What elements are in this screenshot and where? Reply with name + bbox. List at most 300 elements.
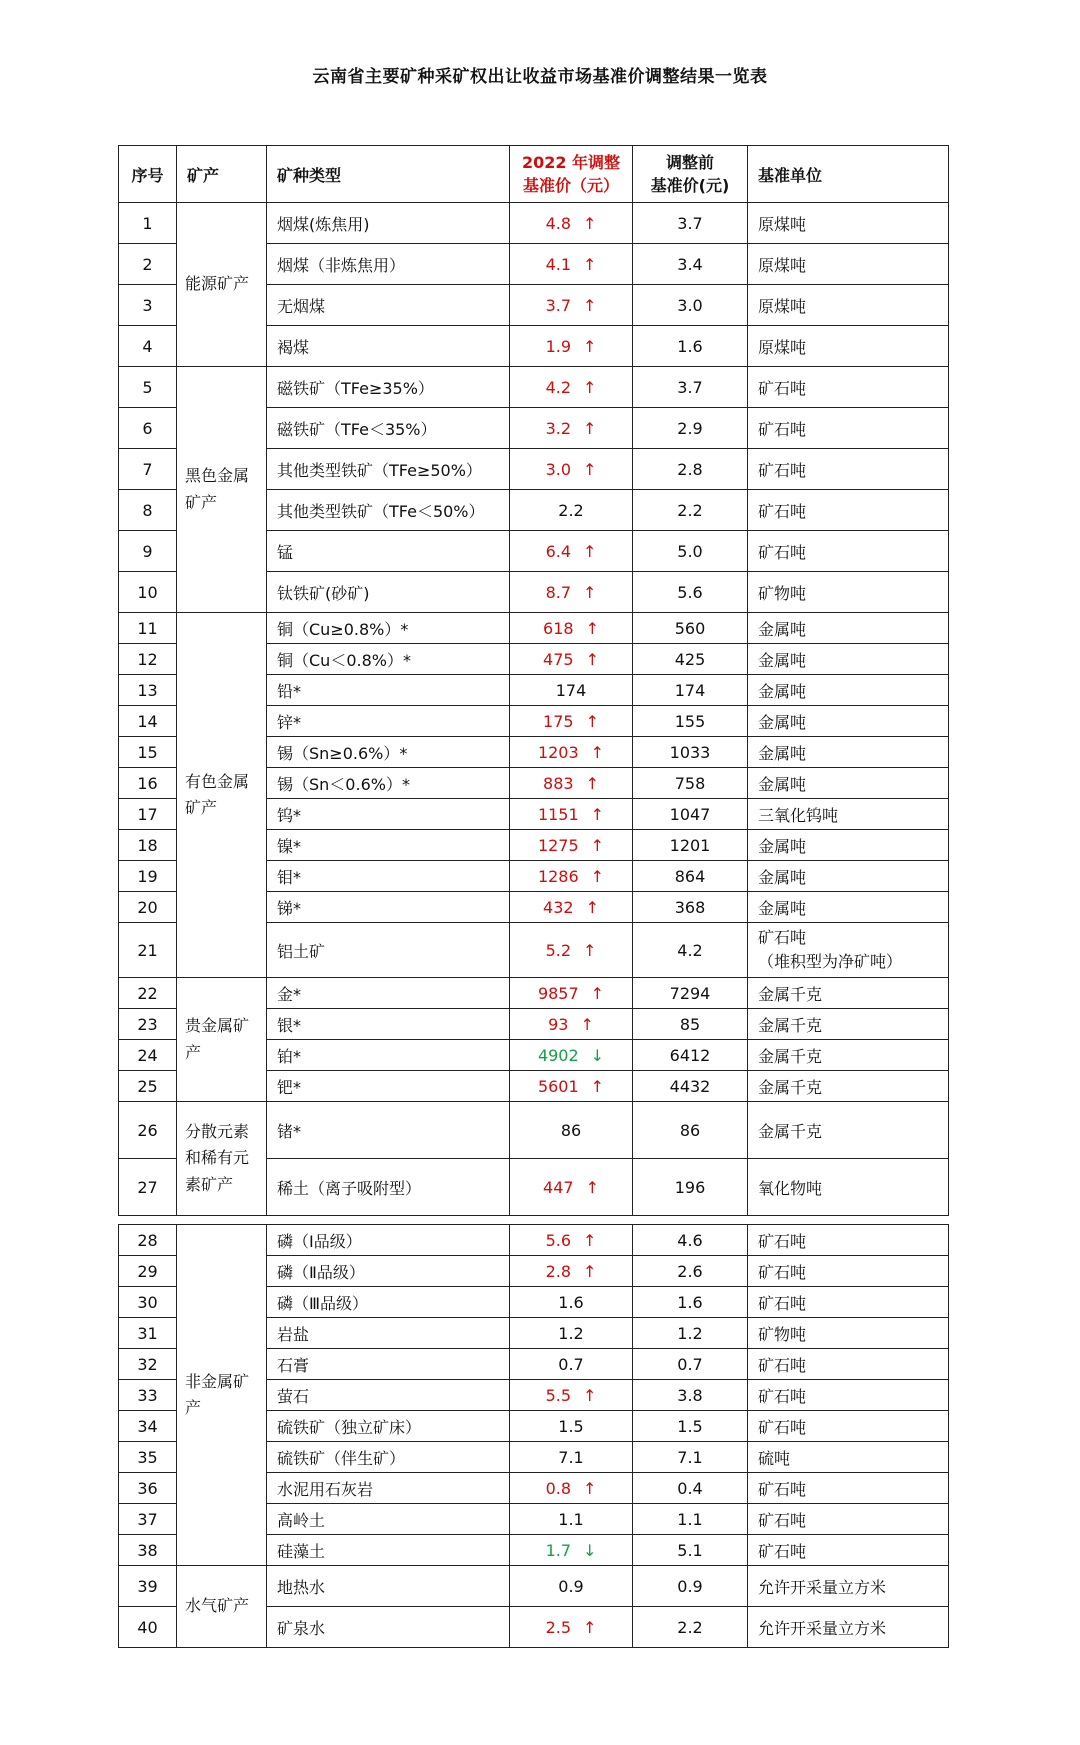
- unit-line1: 金属千克: [758, 1046, 823, 1066]
- unit-line1: 矿石吨: [758, 1293, 807, 1313]
- cell-unit: [748, 1442, 949, 1473]
- new-price-value: 5.5: [545, 1385, 572, 1405]
- new-price-value: 6.4: [545, 541, 572, 561]
- cell-new-price: [510, 1473, 633, 1504]
- cell-new-price: [510, 1256, 633, 1287]
- cell-category-precious: 贵金属矿产: [177, 978, 267, 1102]
- cell-old-price: 7.1: [633, 1442, 748, 1473]
- cell-type: 磷（Ⅲ品级）: [267, 1287, 510, 1318]
- table-row: [119, 613, 949, 644]
- arrow-up-icon: ↑: [585, 711, 599, 731]
- new-price-value: 883: [543, 773, 574, 793]
- unit-line1: 矿石吨: [758, 1355, 807, 1375]
- cell-category-rare: 分散元素和稀有元素矿产: [177, 1102, 267, 1216]
- cell-old-price: 86: [633, 1102, 748, 1159]
- cell-no: 7: [119, 449, 177, 490]
- arrow-up-icon: ↑: [590, 742, 605, 762]
- cell-type: 萤石: [267, 1380, 510, 1411]
- header-unit: 基准单位: [748, 146, 949, 203]
- cell-type: 矿泉水: [267, 1607, 510, 1648]
- unit-line1: 矿物吨: [758, 1324, 807, 1344]
- arrow-up-icon: ↑: [585, 618, 599, 638]
- unit-line1: 金属吨: [758, 898, 807, 918]
- table-row: [119, 978, 949, 1009]
- unit-line1: 金属吨: [758, 867, 807, 887]
- cell-unit: [748, 367, 949, 408]
- new-price-value: 1203: [537, 742, 579, 762]
- cell-new-price: [510, 490, 633, 531]
- new-price-value: 1.5: [558, 1416, 584, 1436]
- cell-new-price: [510, 1159, 633, 1216]
- new-price-value: 1.9: [545, 336, 572, 356]
- cell-new-price: [510, 644, 633, 675]
- cell-new-price: [510, 978, 633, 1009]
- price-table: [118, 145, 949, 1648]
- cell-old-price: 3.0: [633, 285, 748, 326]
- unit-line1: 矿石吨: [758, 1541, 807, 1561]
- arrow-up-icon: ↑: [583, 940, 597, 960]
- arrow-up-icon: ↑: [583, 295, 597, 315]
- arrow-up-icon: ↑: [583, 336, 597, 356]
- cell-type: 锑*: [267, 892, 510, 923]
- cell-new-price: [510, 1607, 633, 1648]
- cell-new-price: [510, 326, 633, 367]
- unit-line1: 金属吨: [758, 774, 807, 794]
- cell-type: 烟煤（非炼焦用）: [267, 244, 510, 285]
- cell-unit: [748, 892, 949, 923]
- cell-old-price: 1.2: [633, 1318, 748, 1349]
- cell-unit: [748, 449, 949, 490]
- cell-new-price: [510, 799, 633, 830]
- cell-new-price: [510, 1071, 633, 1102]
- new-price-value: 0.8: [545, 1478, 572, 1498]
- cell-old-price: 1.6: [633, 1287, 748, 1318]
- cell-type: 磷（Ⅰ品级）: [267, 1225, 510, 1256]
- cell-unit: [748, 613, 949, 644]
- cell-no: 33: [119, 1380, 177, 1411]
- cell-new-price: [510, 768, 633, 799]
- cell-new-price: [510, 613, 633, 644]
- cell-unit: [748, 1102, 949, 1159]
- table-header-row: [119, 146, 949, 203]
- new-price-value: 1.2: [558, 1323, 584, 1343]
- cell-unit: [748, 572, 949, 613]
- cell-no: 9: [119, 531, 177, 572]
- cell-new-price: [510, 408, 633, 449]
- unit-line1: 矿石吨: [758, 542, 807, 562]
- cell-no: 38: [119, 1535, 177, 1566]
- cell-type: 高岭土: [267, 1504, 510, 1535]
- cell-new-price: [510, 706, 633, 737]
- cell-old-price: 5.1: [633, 1535, 748, 1566]
- unit-line1: 矿石吨: [758, 378, 807, 398]
- table-body: [119, 203, 949, 1648]
- cell-no: 19: [119, 861, 177, 892]
- cell-unit: [748, 244, 949, 285]
- cell-unit: [748, 285, 949, 326]
- cell-type: 硫铁矿（伴生矿）: [267, 1442, 510, 1473]
- cell-old-price: 174: [633, 675, 748, 706]
- cell-old-price: 1.1: [633, 1504, 748, 1535]
- new-price-value: 1286: [537, 866, 579, 886]
- cell-unit: [748, 1159, 949, 1216]
- cell-old-price: 0.4: [633, 1473, 748, 1504]
- cell-type: 铂*: [267, 1040, 510, 1071]
- cell-unit: [748, 799, 949, 830]
- cell-no: 29: [119, 1256, 177, 1287]
- cell-old-price: 425: [633, 644, 748, 675]
- new-price-value: 1.1: [558, 1509, 584, 1529]
- cell-old-price: 6412: [633, 1040, 748, 1071]
- new-price-value: 8.7: [545, 582, 572, 602]
- arrow-up-icon: ↑: [583, 418, 597, 438]
- new-price-value: 0.7: [558, 1354, 584, 1374]
- cell-old-price: 1047: [633, 799, 748, 830]
- cell-new-price: [510, 531, 633, 572]
- new-price-value: 1.6: [558, 1292, 584, 1312]
- unit-line1: 矿石吨: [758, 928, 807, 947]
- cell-no: 6: [119, 408, 177, 449]
- new-price-value: 7.1: [558, 1447, 584, 1467]
- table-row: [119, 203, 949, 244]
- cell-type: 锡（Sn≥0.6%）*: [267, 737, 510, 768]
- unit-line1: 矿物吨: [758, 583, 807, 603]
- unit-line1: 矿石吨: [758, 1510, 807, 1530]
- cell-type: 铝土矿: [267, 923, 510, 978]
- cell-type: 铜（Cu＜0.8%）*: [267, 644, 510, 675]
- cell-old-price: 1201: [633, 830, 748, 861]
- cell-unit: [748, 408, 949, 449]
- cell-old-price: 864: [633, 861, 748, 892]
- cell-old-price: 560: [633, 613, 748, 644]
- cell-new-price: [510, 1442, 633, 1473]
- header-old-price-line2: 基准价(元): [650, 176, 730, 195]
- cell-old-price: 3.7: [633, 203, 748, 244]
- new-price-value: 5601: [537, 1076, 579, 1096]
- cell-new-price: [510, 1287, 633, 1318]
- new-price-value: 175: [543, 711, 574, 731]
- cell-no: 12: [119, 644, 177, 675]
- new-price-value: 3.2: [545, 418, 572, 438]
- arrow-down-icon: ↓: [583, 1540, 597, 1560]
- cell-unit: [748, 1607, 949, 1648]
- cell-new-price: [510, 572, 633, 613]
- new-price-value: 2.5: [545, 1617, 572, 1637]
- arrow-up-icon: ↑: [583, 1478, 597, 1498]
- table-row: [119, 367, 949, 408]
- cell-new-price: [510, 1349, 633, 1380]
- arrow-up-icon: ↑: [590, 835, 605, 855]
- arrow-up-icon: ↑: [583, 1261, 597, 1281]
- arrow-up-icon: ↑: [585, 897, 599, 917]
- unit-line1: 原煤吨: [758, 255, 807, 275]
- cell-unit: [748, 1535, 949, 1566]
- unit-line1: 氧化物吨: [758, 1178, 823, 1198]
- cell-no: 8: [119, 490, 177, 531]
- unit-line1: 矿石吨: [758, 1417, 807, 1437]
- cell-type: 磁铁矿（TFe≥35%）: [267, 367, 510, 408]
- cell-new-price: [510, 203, 633, 244]
- arrow-up-icon: ↑: [590, 1076, 605, 1096]
- new-price-value: 475: [543, 649, 574, 669]
- cell-new-price: [510, 1535, 633, 1566]
- cell-type: 铜（Cu≥0.8%）*: [267, 613, 510, 644]
- arrow-up-icon: ↑: [580, 1014, 594, 1034]
- cell-old-price: 1.6: [633, 326, 748, 367]
- cell-type: 其他类型铁矿（TFe≥50%）: [267, 449, 510, 490]
- cell-no: 26: [119, 1102, 177, 1159]
- new-price-value: 618: [543, 618, 574, 638]
- cell-old-price: 2.6: [633, 1256, 748, 1287]
- cell-type: 钼*: [267, 861, 510, 892]
- cell-no: 3: [119, 285, 177, 326]
- unit-line1: 金属吨: [758, 836, 807, 856]
- cell-type: 银*: [267, 1009, 510, 1040]
- cell-unit: [748, 923, 949, 978]
- cell-no: 28: [119, 1225, 177, 1256]
- cell-no: 1: [119, 203, 177, 244]
- cell-new-price: [510, 1504, 633, 1535]
- table-row: [119, 1225, 949, 1256]
- cell-unit: [748, 1040, 949, 1071]
- cell-new-price: [510, 285, 633, 326]
- unit-line1: 允许开采量立方米: [758, 1618, 887, 1638]
- cell-unit: [748, 675, 949, 706]
- cell-unit: [748, 490, 949, 531]
- cell-new-price: [510, 1380, 633, 1411]
- cell-type: 石膏: [267, 1349, 510, 1380]
- cell-new-price: [510, 892, 633, 923]
- page-title: 云南省主要矿种采矿权出让收益市场基准价调整结果一览表: [312, 67, 768, 87]
- cell-no: 39: [119, 1566, 177, 1607]
- cell-unit: [748, 1071, 949, 1102]
- unit-line1: 硫吨: [758, 1448, 791, 1468]
- unit-line1: 金属吨: [758, 712, 807, 732]
- arrow-down-icon: ↓: [590, 1045, 605, 1065]
- cell-unit: [748, 737, 949, 768]
- cell-type: 金*: [267, 978, 510, 1009]
- unit-line1: 三氧化钨吨: [758, 805, 839, 825]
- cell-type: 锗*: [267, 1102, 510, 1159]
- cell-category-water: 水气矿产: [177, 1566, 267, 1648]
- cell-no: 36: [119, 1473, 177, 1504]
- table-gap-cell: [119, 1216, 949, 1225]
- cell-new-price: [510, 923, 633, 978]
- cell-type: 钨*: [267, 799, 510, 830]
- cell-unit: [748, 1380, 949, 1411]
- cell-new-price: [510, 1318, 633, 1349]
- cell-new-price: [510, 1009, 633, 1040]
- cell-no: 37: [119, 1504, 177, 1535]
- arrow-up-icon: ↑: [583, 541, 597, 561]
- arrow-up-icon: ↑: [590, 804, 605, 824]
- arrow-up-icon: ↑: [583, 582, 597, 602]
- cell-no: 22: [119, 978, 177, 1009]
- unit-line1: 金属千克: [758, 1121, 823, 1141]
- header-new-price-line2: 基准价（元）: [522, 176, 619, 195]
- cell-old-price: 5.6: [633, 572, 748, 613]
- cell-category-nonferrous: 有色金属矿产: [177, 613, 267, 978]
- cell-unit: [748, 203, 949, 244]
- cell-old-price: 155: [633, 706, 748, 737]
- unit-line1: 原煤吨: [758, 296, 807, 316]
- cell-no: 16: [119, 768, 177, 799]
- new-price-value: 1.7: [545, 1540, 572, 1560]
- unit-line1: 金属吨: [758, 650, 807, 670]
- cell-new-price: [510, 675, 633, 706]
- cell-no: 31: [119, 1318, 177, 1349]
- arrow-up-icon: ↑: [585, 773, 599, 793]
- new-price-value: 4.1: [545, 254, 572, 274]
- cell-type: 磁铁矿（TFe＜35%）: [267, 408, 510, 449]
- new-price-value: 432: [543, 897, 574, 917]
- cell-old-price: 3.4: [633, 244, 748, 285]
- new-price-value: 2.2: [558, 500, 584, 520]
- cell-type: 钛铁矿(砂矿): [267, 572, 510, 613]
- cell-unit: [748, 326, 949, 367]
- cell-unit: [748, 861, 949, 892]
- cell-no: 2: [119, 244, 177, 285]
- cell-no: 13: [119, 675, 177, 706]
- cell-no: 25: [119, 1071, 177, 1102]
- cell-old-price: 2.2: [633, 490, 748, 531]
- cell-no: 27: [119, 1159, 177, 1216]
- unit-line1: 矿石吨: [758, 1262, 807, 1282]
- cell-new-price: [510, 861, 633, 892]
- cell-category-energy: 能源矿产: [177, 203, 267, 367]
- cell-new-price: [510, 244, 633, 285]
- new-price-value: 3.0: [545, 459, 572, 479]
- table-row: [119, 1102, 949, 1159]
- arrow-up-icon: ↑: [590, 983, 605, 1003]
- cell-no: 14: [119, 706, 177, 737]
- cell-type: 稀土（离子吸附型）: [267, 1159, 510, 1216]
- cell-unit: [748, 1411, 949, 1442]
- cell-no: 11: [119, 613, 177, 644]
- unit-line1: 矿石吨: [758, 501, 807, 521]
- table-gap-row: [119, 1216, 949, 1225]
- cell-type: 水泥用石灰岩: [267, 1473, 510, 1504]
- cell-old-price: 4.6: [633, 1225, 748, 1256]
- cell-no: 10: [119, 572, 177, 613]
- new-price-value: 1151: [537, 804, 579, 824]
- new-price-value: 9857: [537, 983, 579, 1003]
- new-price-value: 0.9: [558, 1576, 584, 1596]
- cell-unit: [748, 1287, 949, 1318]
- new-price-value: 1275: [537, 835, 579, 855]
- cell-old-price: 2.2: [633, 1607, 748, 1648]
- new-price-value: 86: [560, 1120, 582, 1140]
- cell-old-price: 3.7: [633, 367, 748, 408]
- new-price-value: 4902: [537, 1045, 579, 1065]
- arrow-up-icon: ↑: [583, 254, 597, 274]
- new-price-value: 5.2: [545, 940, 572, 960]
- cell-type: 无烟煤: [267, 285, 510, 326]
- cell-unit: [748, 706, 949, 737]
- cell-no: 18: [119, 830, 177, 861]
- cell-type: 锡（Sn＜0.6%）*: [267, 768, 510, 799]
- new-price-value: 447: [543, 1177, 574, 1197]
- unit-line1: 金属吨: [758, 743, 807, 763]
- new-price-value: 174: [555, 680, 587, 700]
- arrow-up-icon: ↑: [585, 1177, 599, 1197]
- arrow-up-icon: ↑: [583, 377, 597, 397]
- cell-unit: [748, 830, 949, 861]
- cell-unit: [748, 1318, 949, 1349]
- cell-no: 32: [119, 1349, 177, 1380]
- new-price-value: 3.7: [545, 295, 572, 315]
- cell-type: 褐煤: [267, 326, 510, 367]
- table-row: [119, 1566, 949, 1607]
- unit-line1: 金属千克: [758, 1015, 823, 1035]
- cell-new-price: [510, 737, 633, 768]
- cell-unit: [748, 1566, 949, 1607]
- cell-no: 23: [119, 1009, 177, 1040]
- header-no: 序号: [119, 146, 177, 203]
- cell-unit: [748, 768, 949, 799]
- unit-line1: 金属吨: [758, 619, 807, 639]
- cell-old-price: 85: [633, 1009, 748, 1040]
- cell-category-ferrous: 黑色金属矿产: [177, 367, 267, 613]
- header-old-price-line1: 调整前: [665, 152, 714, 172]
- cell-no: 4: [119, 326, 177, 367]
- header-mineral: 矿产: [177, 146, 267, 203]
- cell-type: 磷（Ⅱ品级）: [267, 1256, 510, 1287]
- unit-line1: 矿石吨: [758, 419, 807, 439]
- cell-no: 34: [119, 1411, 177, 1442]
- cell-old-price: 0.9: [633, 1566, 748, 1607]
- header-old-price: [633, 146, 748, 203]
- cell-no: 24: [119, 1040, 177, 1071]
- arrow-up-icon: ↑: [583, 459, 597, 479]
- unit-line1: 允许开采量立方米: [758, 1577, 887, 1597]
- cell-no: 15: [119, 737, 177, 768]
- arrow-up-icon: ↑: [583, 1385, 597, 1405]
- new-price-value: 4.8: [545, 213, 572, 233]
- arrow-up-icon: ↑: [583, 1617, 597, 1637]
- cell-type: 钯*: [267, 1071, 510, 1102]
- cell-type: 硅藻土: [267, 1535, 510, 1566]
- cell-new-price: [510, 1102, 633, 1159]
- unit-line1: 金属千克: [758, 1077, 823, 1097]
- cell-type: 硫铁矿（独立矿床）: [267, 1411, 510, 1442]
- cell-old-price: 0.7: [633, 1349, 748, 1380]
- unit-line1: 金属千克: [758, 984, 823, 1004]
- cell-unit: [748, 978, 949, 1009]
- cell-no: 17: [119, 799, 177, 830]
- unit-line1: 矿石吨: [758, 1479, 807, 1499]
- new-price-value: 93: [548, 1014, 569, 1034]
- unit-line1: 原煤吨: [758, 337, 807, 357]
- header-new-price: [510, 146, 633, 203]
- cell-unit: [748, 1349, 949, 1380]
- cell-type: 铅*: [267, 675, 510, 706]
- cell-type: 锌*: [267, 706, 510, 737]
- unit-line1: 原煤吨: [758, 214, 807, 234]
- unit-line1: 矿石吨: [758, 1231, 807, 1251]
- cell-old-price: 4432: [633, 1071, 748, 1102]
- new-price-value: 4.2: [545, 377, 572, 397]
- cell-type: 其他类型铁矿（TFe＜50%）: [267, 490, 510, 531]
- arrow-up-icon: ↑: [583, 1230, 597, 1250]
- arrow-up-icon: ↑: [585, 649, 599, 669]
- cell-old-price: 2.9: [633, 408, 748, 449]
- new-price-value: 5.6: [545, 1230, 572, 1250]
- cell-no: 35: [119, 1442, 177, 1473]
- cell-unit: [748, 1225, 949, 1256]
- unit-line1: 金属吨: [758, 681, 807, 701]
- cell-new-price: [510, 1225, 633, 1256]
